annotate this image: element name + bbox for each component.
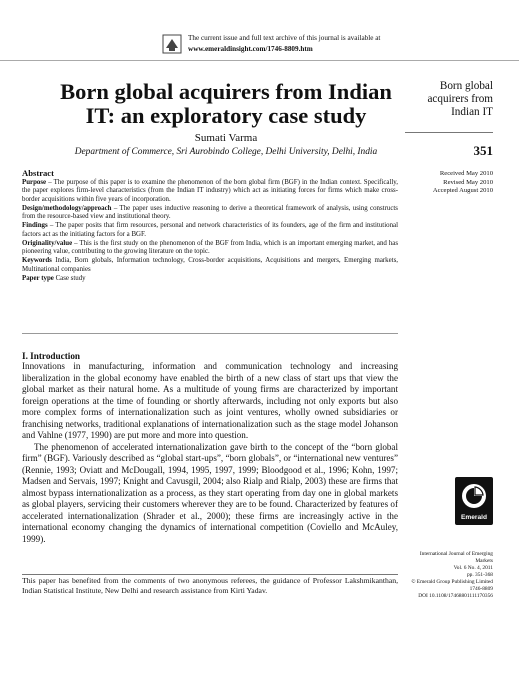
- journal-name-line2: Markets: [475, 558, 493, 564]
- journal-doi: DOI 10.1108/17468801111170356: [418, 593, 493, 599]
- running-head-divider: [405, 132, 493, 133]
- abstract-originality: [22, 240, 398, 257]
- abstract-section: [22, 169, 398, 284]
- findings-label: Findings: [22, 222, 48, 229]
- findings-text: – The paper posits that firm resources, personal and network characteristics of its founders, age of the firm and institutional factors act as the initiating factors for a BGF.: [22, 222, 398, 238]
- emerald-logo-icon: [460, 481, 488, 511]
- keywords-label: Keywords: [22, 257, 52, 264]
- journal-copyright: © Emerald Group Publishing Limited: [411, 579, 493, 585]
- acknowledgement-footnote: This paper has benefited from the comments of two anonymous referees, the guidance of Professor Lakshmikanthan, Indian Statistical Institute, New Delhi and research assistance from Kirti Yadav.: [22, 576, 398, 595]
- journal-info: [405, 551, 493, 600]
- journal-archive-icon: [162, 34, 182, 54]
- date-accepted: Accepted August 2010: [432, 187, 493, 195]
- purpose-label: Purpose: [22, 178, 47, 186]
- header-divider: [0, 60, 519, 61]
- design-label: Design/methodology/approach: [22, 204, 112, 212]
- design-text: – The paper uses inductive reasoning to derive a theoretical framework of analysis, using constructs from the resource-based view and institutional theory.: [22, 204, 398, 220]
- intro-paragraph-2: The phenomenon of accelerated internationalization gave birth to the concept of the “born global firm” (BGF). Variously described as “global start-ups”, “born globals”, or “international new ventures” (Rennie, 1993; Oviatt and McDougall, 1994, 1995, 1997, 1999; Bloodgood et al., 1996; Kohn, 1997; Madsen and Servais, 1997; Knight and Cavusgil, 2004; also Rialp and Rialp, 2003) these are firms that almost bypass internationalization as a process, as they start operating from day one in global markets as global players, servicing their customers wherever they are to be found. Characterized by features of accelerated internationalization (Shrader et al., 2000); these firms are increasingly active in the international economy changing the dynamics of international competition (Coviello and McAuley, 1999).: [22, 441, 398, 544]
- emerald-logo-label: Emerald: [460, 514, 488, 521]
- submission-dates: [405, 170, 493, 196]
- originality-text: – This is the first study on the phenomenon of the BGF from India, which is an important emerging market, and has pioneering value, contributing to the growing literature on the topic.: [22, 239, 398, 255]
- date-revised: Revised May 2010: [443, 178, 493, 186]
- abstract-design: [22, 205, 398, 222]
- archive-url[interactable]: www.emeraldinsight.com/1746-8809.htm: [188, 45, 313, 53]
- abstract-heading: Abstract: [22, 168, 54, 178]
- author-affiliation: Department of Commerce, Sri Aurobindo College, Delhi University, Delhi, India: [74, 147, 378, 157]
- emerald-logo: [455, 477, 493, 525]
- abstract-paper-type: [22, 275, 398, 284]
- body-text: [22, 361, 398, 545]
- journal-issn: 1746-8809: [469, 586, 493, 592]
- abstract-purpose: [22, 179, 398, 205]
- originality-label: Originality/value: [22, 239, 73, 247]
- author-name: Sumati Varma: [194, 132, 258, 144]
- journal-name-line1: International Journal of Emerging: [419, 551, 493, 557]
- keywords-text: India, Born globals, Information technology, Cross-border acquisitions, Acquisitions and mergers, Emerging markets, Multinational companies: [22, 257, 398, 273]
- purpose-text: – The purpose of this paper is to examine the phenomenon of the born global firm (BGF) in the Indian context. Specifically, the paper explores firm-level characteristics (from the Indian IT industry) which act as initiating forces for firms which make cross-border acquisitions within five years of incorporation.: [22, 178, 398, 203]
- journal-pages: pp. 351-368: [466, 572, 493, 578]
- date-received: Received May 2010: [439, 170, 493, 177]
- abstract-findings: [22, 222, 398, 239]
- paper-type-text: Case study: [53, 274, 86, 282]
- footnote-divider: [22, 574, 398, 575]
- intro-heading: I. Introduction: [22, 351, 81, 361]
- running-head: Born global acquirers from Indian IT: [427, 80, 493, 118]
- journal-volume: Vol. 6 No. 4, 2011: [453, 565, 493, 571]
- abstract-divider: [22, 333, 398, 334]
- page-number: 351: [473, 143, 493, 158]
- abstract-keywords: [22, 257, 398, 274]
- paper-title: Born global acquirers from Indian IT: an exploratory case study: [60, 79, 392, 128]
- intro-paragraph-1: Innovations in manufacturing, information and communication technology and increasing liberalization in the global economy have enabled the birth of a new class of start ups that view the global market as their natural home. As a multitude of young firms are characterized by important foreign operations at the time of founding or shortly afterwards, including not only exports but also more complex forms of internationalization such as joint ventures, wholly owned subsidiaries or franchising networks, traditional explanations of internationalization such as the stage model Johanson and Vahlne (1977, 1990) are put more and more into question.: [22, 361, 398, 440]
- paper-type-label: Paper type: [22, 274, 54, 282]
- archive-notice: The current issue and full text archive of this journal is available at: [188, 34, 381, 42]
